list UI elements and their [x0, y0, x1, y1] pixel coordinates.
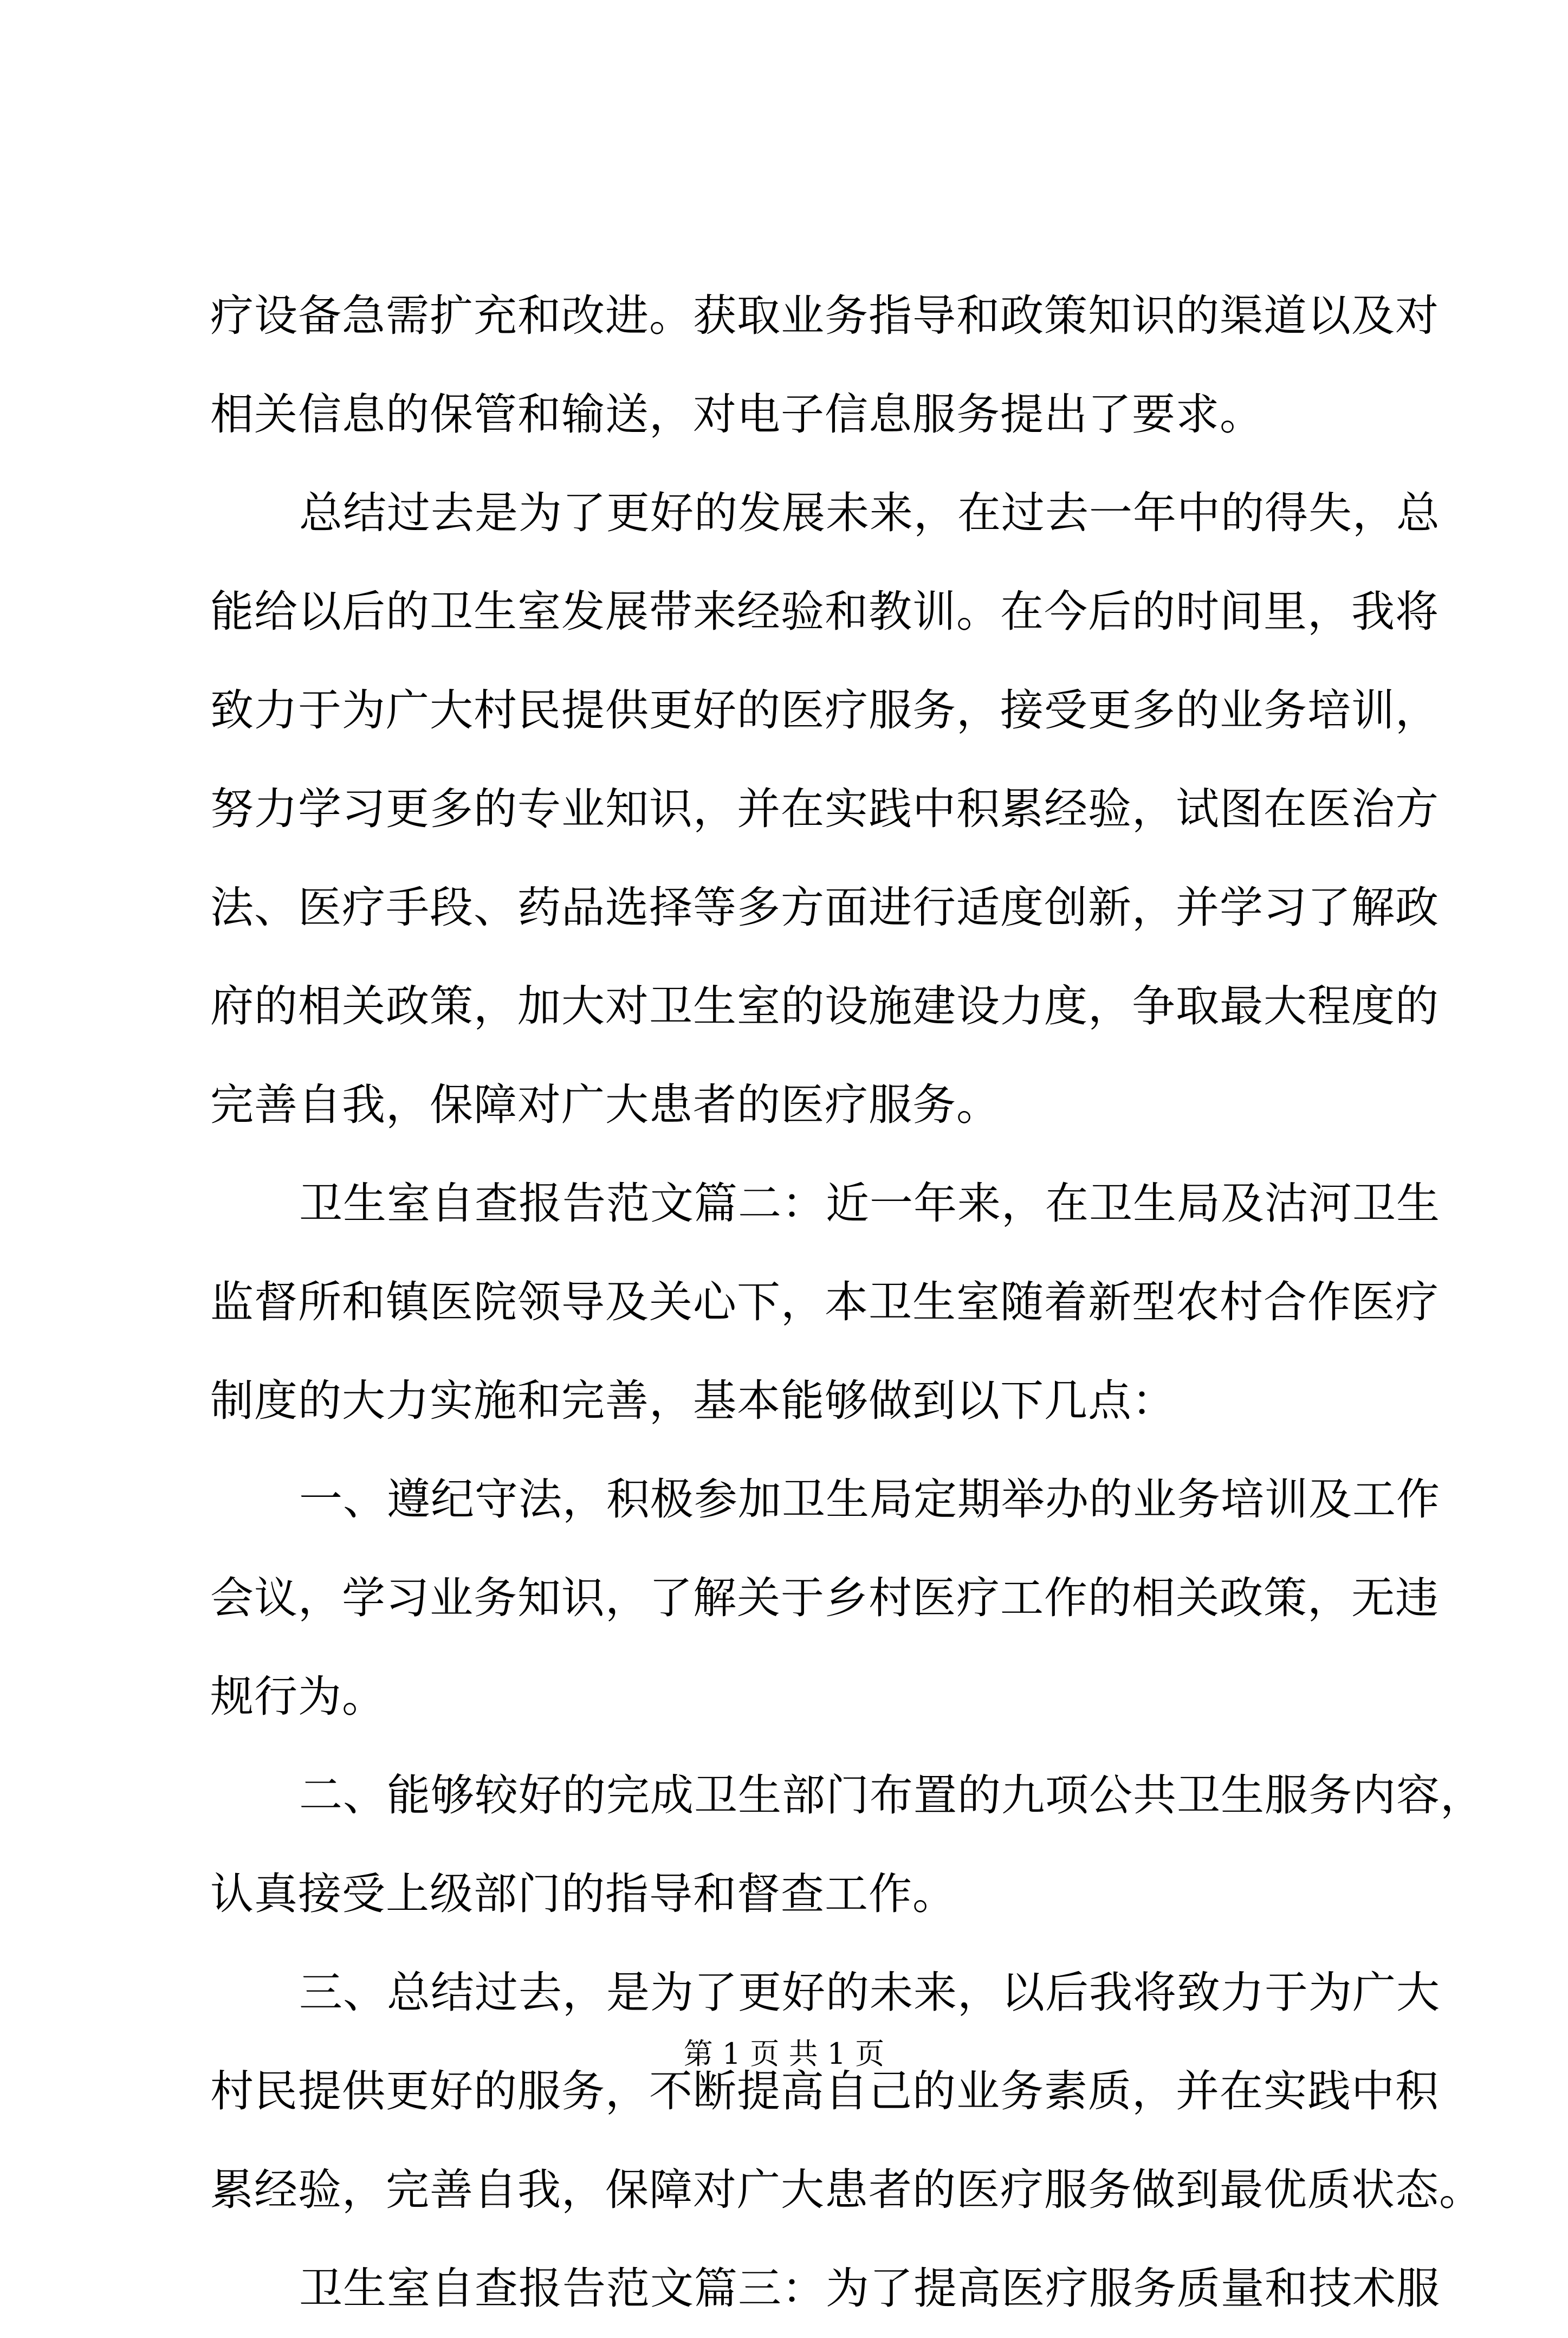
- text-line: 府的相关政策，加大对卫生室的设施建设力度，争取最大程度的: [210, 981, 1439, 1031]
- text-line: 能给以后的卫生室发展带来经验和教训。在今后的时间里，我将: [210, 586, 1439, 637]
- text-line: 卫生室自查报告范文篇三：为了提高医疗服务质量和技术服: [299, 2263, 1440, 2314]
- text-line: 疗设备急需扩充和改进。获取业务指导和政策知识的渠道以及对: [210, 290, 1439, 341]
- text-line: 制度的大力实施和完善，基本能够做到以下几点：: [210, 1375, 1176, 1426]
- text-line: 村民提供更好的服务，不断提高自己的业务素质，并在实践中积: [210, 2066, 1439, 2116]
- text-line: 致力于为广大村民提供更好的医疗服务，接受更多的业务培训，: [210, 685, 1439, 735]
- text-line: 三、总结过去，是为了更好的未来，以后我将致力于为广大: [299, 1967, 1440, 2018]
- document-body: [210, 267, 1484, 2338]
- text-line: 相关信息的保管和输送，对电子信息服务提出了要求。: [210, 389, 1264, 440]
- page-number-label: 第 1 页 共 1 页: [683, 2037, 885, 2071]
- text-line: 累经验，完善自我，保障对广大患者的医疗服务做到最优质状态。: [210, 2165, 1483, 2215]
- text-line: 认真接受上级部门的指导和督查工作。: [210, 1869, 956, 1919]
- text-line: 一、遵纪守法，积极参加卫生局定期举办的业务培训及工作: [299, 1474, 1440, 1525]
- text-line: 努力学习更多的专业知识，并在实践中积累经验，试图在医治方: [210, 784, 1439, 834]
- text-line: 法、医疗手段、药品选择等多方面进行适度创新，并学习了解政: [210, 882, 1439, 933]
- text-line: 二、能够较好的完成卫生部门布置的九项公共卫生服务内容，: [299, 1770, 1484, 1820]
- text-line: 卫生室自查报告范文篇二：近一年来，在卫生局及沽河卫生: [299, 1178, 1440, 1229]
- text-line: 会议，学习业务知识，了解关于乡村医疗工作的相关政策，无违: [210, 1573, 1439, 1623]
- text-line: 完善自我，保障对广大患者的医疗服务。: [210, 1080, 1000, 1130]
- text-line: 规行为。: [210, 1671, 386, 1722]
- text-line: 总结过去是为了更好的发展未来，在过去一年中的得失，总: [299, 488, 1440, 538]
- text-line: 监督所和镇医院领导及关心下，本卫生室随着新型农村合作医疗: [210, 1277, 1439, 1327]
- page-footer: [0, 2032, 1568, 2076]
